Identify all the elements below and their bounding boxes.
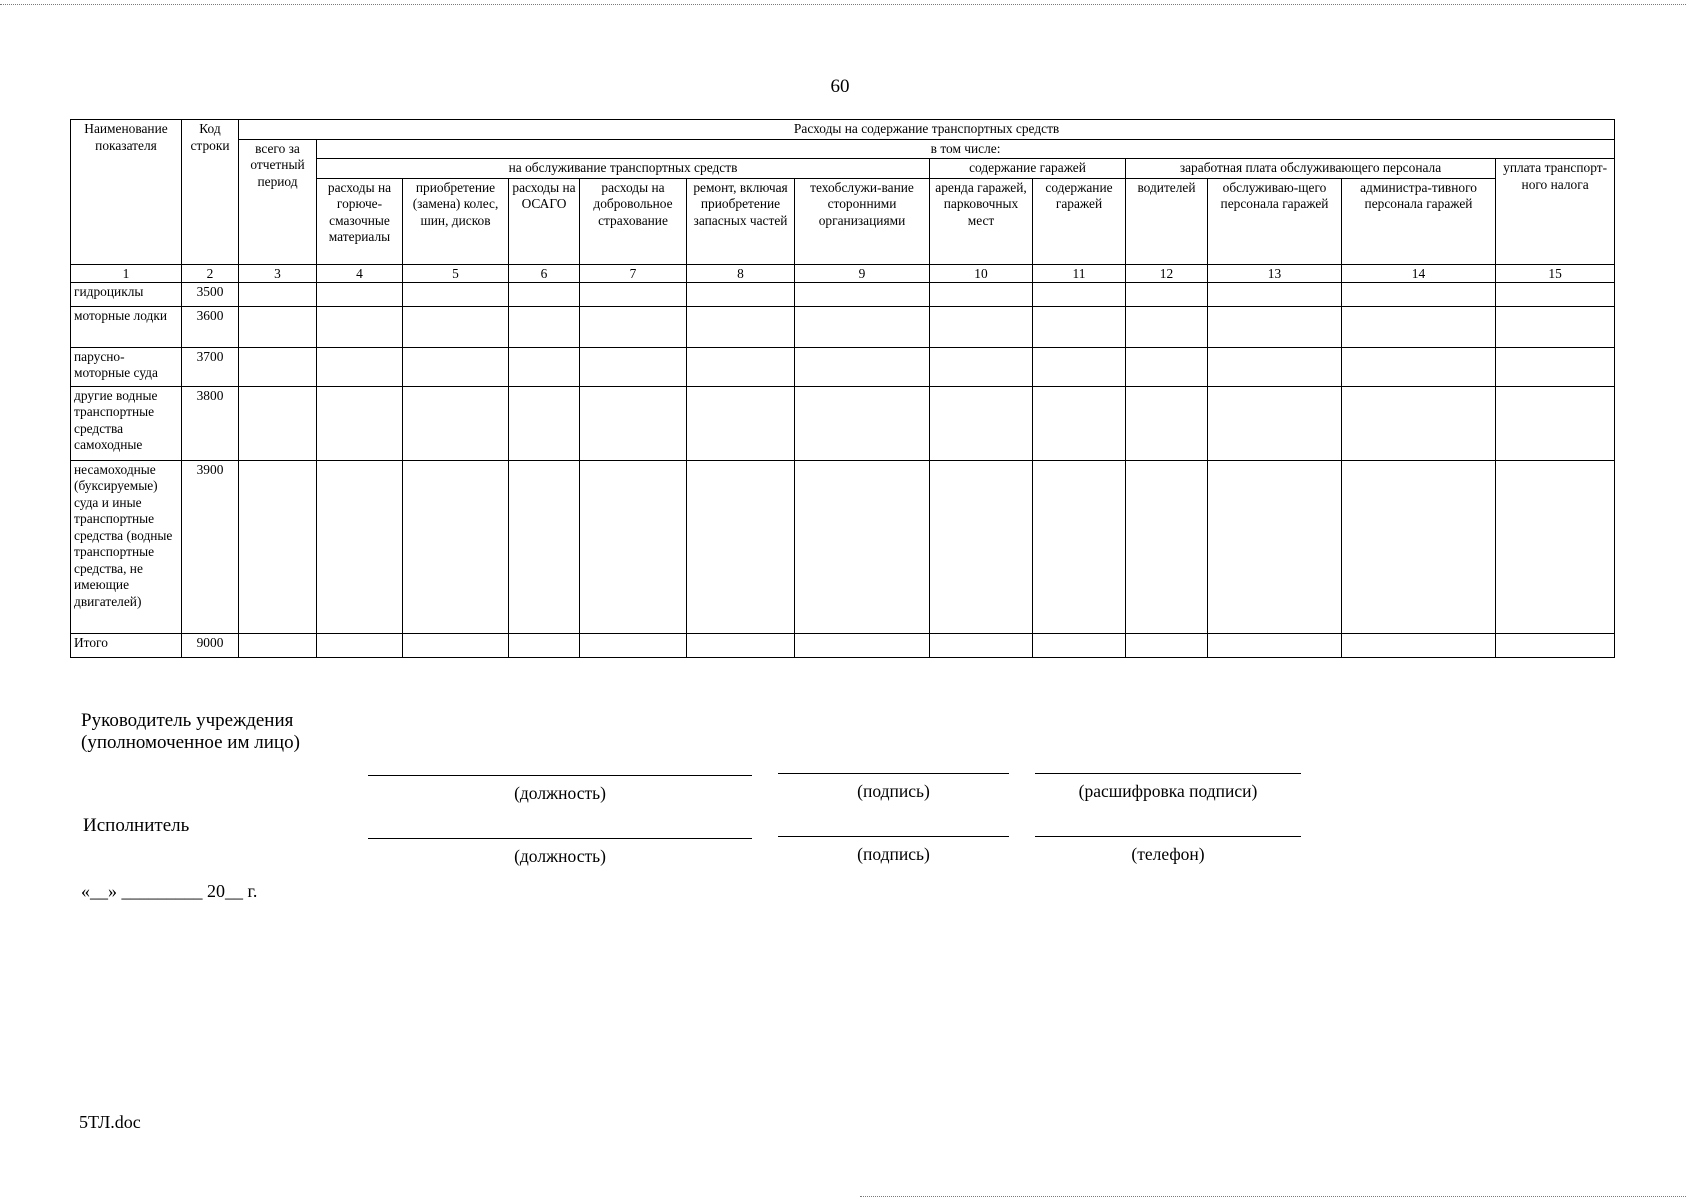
executor-phone-caption: (телефон)	[1131, 844, 1205, 864]
input-cell[interactable]	[239, 347, 317, 386]
header-group-title: Расходы на содержание транспортных средств	[239, 120, 1615, 140]
header-total: всего за отчетный период	[239, 139, 317, 264]
row-name: моторные лодки	[71, 306, 182, 347]
input-cell[interactable]	[239, 386, 317, 460]
header-tax: уплата транспорт-ного налога	[1496, 159, 1615, 265]
input-cell[interactable]	[317, 347, 403, 386]
row-name: парусно-моторные суда	[71, 347, 182, 386]
column-number: 4	[317, 264, 403, 282]
input-cell[interactable]	[1033, 347, 1126, 386]
input-cell[interactable]	[1208, 306, 1342, 347]
input-cell[interactable]	[403, 460, 509, 633]
input-cell[interactable]	[1126, 347, 1208, 386]
input-cell[interactable]	[1126, 306, 1208, 347]
header-repair: ремонт, включая приобретение запасных частей	[687, 178, 795, 264]
row-code: 3600	[182, 306, 239, 347]
row-code: 3800	[182, 386, 239, 460]
column-number: 15	[1496, 264, 1615, 282]
input-cell[interactable]	[687, 306, 795, 347]
row-name: несамоходные (буксируемые) суда и иные транспортные средства (водные транспортные средства, не имеющие двигателей)	[71, 460, 182, 633]
input-cell[interactable]	[509, 282, 580, 306]
head-label-line2: (уполномоченное им лицо)	[81, 732, 300, 753]
scan-bottom-edge	[860, 1196, 1686, 1197]
input-cell[interactable]	[930, 306, 1033, 347]
input-cell[interactable]	[403, 282, 509, 306]
input-cell[interactable]	[1208, 386, 1342, 460]
executor-position-caption: (должность)	[514, 846, 606, 866]
input-cell[interactable]	[509, 633, 580, 657]
input-cell[interactable]	[239, 633, 317, 657]
header-wheels: приобретение (замена) колес, шин, дисков	[403, 178, 509, 264]
executor-phone-line[interactable]	[1035, 836, 1301, 837]
input-cell[interactable]	[1342, 282, 1496, 306]
header-garage-rent: аренда гаражей, парковочных мест	[930, 178, 1033, 264]
input-cell[interactable]	[1496, 306, 1615, 347]
header-garage-upkeep: содержание гаражей	[1033, 178, 1126, 264]
column-number: 12	[1126, 264, 1208, 282]
input-cell[interactable]	[795, 633, 930, 657]
input-cell[interactable]	[1496, 386, 1615, 460]
header-row-2	[71, 139, 1615, 159]
header-maintenance: техобслужи-вание сторонними организациями	[795, 178, 930, 264]
input-cell[interactable]	[1033, 282, 1126, 306]
input-cell[interactable]	[1126, 633, 1208, 657]
table-row	[71, 306, 1615, 347]
header-name: Наименование показателя	[71, 120, 182, 265]
input-cell[interactable]	[687, 386, 795, 460]
input-cell[interactable]	[687, 633, 795, 657]
executor-label: Исполнитель	[83, 815, 190, 836]
executor-position-line[interactable]	[368, 838, 752, 839]
file-name: 5ТЛ.doc	[79, 1112, 141, 1132]
header-including: в том числе:	[317, 139, 1615, 159]
input-cell[interactable]	[1496, 633, 1615, 657]
table-row	[71, 386, 1615, 460]
input-cell[interactable]	[1496, 460, 1615, 633]
input-cell[interactable]	[1033, 306, 1126, 347]
header-garage-staff: обслуживаю-щего персонала гаражей	[1208, 178, 1342, 264]
input-cell[interactable]	[1342, 386, 1496, 460]
input-cell[interactable]	[317, 386, 403, 460]
head-position-line[interactable]	[368, 775, 752, 776]
head-position-caption: (должность)	[514, 783, 606, 803]
input-cell[interactable]	[509, 460, 580, 633]
header-code: Код строки	[182, 120, 239, 265]
header-drivers: водителей	[1126, 178, 1208, 264]
header-voluntary: расходы на добровольное страхование	[580, 178, 687, 264]
column-number: 14	[1342, 264, 1496, 282]
input-cell[interactable]	[1342, 306, 1496, 347]
input-cell[interactable]	[1126, 386, 1208, 460]
input-cell[interactable]	[239, 282, 317, 306]
input-cell[interactable]	[509, 386, 580, 460]
input-cell[interactable]	[580, 386, 687, 460]
input-cell[interactable]	[1342, 347, 1496, 386]
date-line: «__» _________ 20__ г.	[81, 881, 258, 901]
column-numbers-row	[71, 264, 1615, 282]
input-cell[interactable]	[509, 306, 580, 347]
header-row-1	[71, 120, 1615, 140]
head-decode-line[interactable]	[1035, 773, 1301, 774]
input-cell[interactable]	[580, 633, 687, 657]
input-cell[interactable]	[403, 633, 509, 657]
input-cell[interactable]	[930, 460, 1033, 633]
column-number: 6	[509, 264, 580, 282]
row-code: 3900	[182, 460, 239, 633]
column-number: 7	[580, 264, 687, 282]
head-label	[81, 710, 300, 754]
input-cell[interactable]	[239, 460, 317, 633]
input-cell[interactable]	[1208, 347, 1342, 386]
column-number: 8	[687, 264, 795, 282]
input-cell[interactable]	[1126, 460, 1208, 633]
header-osago: расходы на ОСАГО	[509, 178, 580, 264]
input-cell[interactable]	[1342, 633, 1496, 657]
input-cell[interactable]	[795, 306, 930, 347]
input-cell[interactable]	[930, 347, 1033, 386]
table-row	[71, 282, 1615, 306]
input-cell[interactable]	[1208, 282, 1342, 306]
input-cell[interactable]	[795, 282, 930, 306]
input-cell[interactable]	[509, 347, 580, 386]
head-decode-caption: (расшифровка подписи)	[1078, 781, 1258, 801]
input-cell[interactable]	[930, 282, 1033, 306]
input-cell[interactable]	[795, 347, 930, 386]
input-cell[interactable]	[580, 282, 687, 306]
row-name: другие водные транспортные средства самоходные	[71, 386, 182, 460]
head-signature-caption: (подпись)	[857, 781, 930, 801]
input-cell[interactable]	[317, 460, 403, 633]
row-code: 9000	[182, 633, 239, 657]
executor-signature-line[interactable]	[778, 836, 1009, 837]
input-cell[interactable]	[1033, 386, 1126, 460]
column-number: 9	[795, 264, 930, 282]
expenses-table	[70, 119, 1615, 658]
input-cell[interactable]	[403, 306, 509, 347]
input-cell[interactable]	[687, 282, 795, 306]
row-name: Итого	[71, 633, 182, 657]
input-cell[interactable]	[687, 347, 795, 386]
column-number: 3	[239, 264, 317, 282]
header-fuel: расходы на горюче-смазочные материалы	[317, 178, 403, 264]
input-cell[interactable]	[1496, 347, 1615, 386]
row-code: 3500	[182, 282, 239, 306]
input-cell[interactable]	[580, 347, 687, 386]
input-cell[interactable]	[930, 633, 1033, 657]
input-cell[interactable]	[403, 386, 509, 460]
input-cell[interactable]	[687, 460, 795, 633]
column-number: 11	[1033, 264, 1126, 282]
header-salary-group: заработная плата обслуживающего персонала	[1126, 159, 1496, 179]
row-code: 3700	[182, 347, 239, 386]
input-cell[interactable]	[930, 386, 1033, 460]
scan-top-edge	[0, 4, 1686, 5]
input-cell[interactable]	[317, 633, 403, 657]
column-number: 10	[930, 264, 1033, 282]
head-label-line1: Руководитель учреждения	[81, 710, 294, 731]
column-number: 1	[71, 264, 182, 282]
table-row	[71, 347, 1615, 386]
input-cell[interactable]	[317, 282, 403, 306]
column-number: 5	[403, 264, 509, 282]
input-cell[interactable]	[1208, 633, 1342, 657]
input-cell[interactable]	[580, 460, 687, 633]
table-row-total	[71, 633, 1615, 657]
header-admin-staff: администра-тивного персонала гаражей	[1342, 178, 1496, 264]
table-row	[71, 460, 1615, 633]
input-cell[interactable]	[795, 386, 930, 460]
header-garage-group: содержание гаражей	[930, 159, 1126, 179]
input-cell[interactable]	[317, 306, 403, 347]
head-signature-line[interactable]	[778, 773, 1009, 774]
column-number: 13	[1208, 264, 1342, 282]
input-cell[interactable]	[403, 347, 509, 386]
row-name: гидроциклы	[71, 282, 182, 306]
header-service-group: на обслуживание транспортных средств	[317, 159, 930, 179]
input-cell[interactable]	[580, 306, 687, 347]
input-cell[interactable]	[239, 306, 317, 347]
page-number: 60	[830, 76, 850, 97]
input-cell[interactable]	[1496, 282, 1615, 306]
column-number: 2	[182, 264, 239, 282]
input-cell[interactable]	[1126, 282, 1208, 306]
input-cell[interactable]	[1033, 633, 1126, 657]
input-cell[interactable]	[1342, 460, 1496, 633]
input-cell[interactable]	[1208, 460, 1342, 633]
input-cell[interactable]	[1033, 460, 1126, 633]
executor-signature-caption: (подпись)	[857, 844, 930, 864]
input-cell[interactable]	[795, 460, 930, 633]
